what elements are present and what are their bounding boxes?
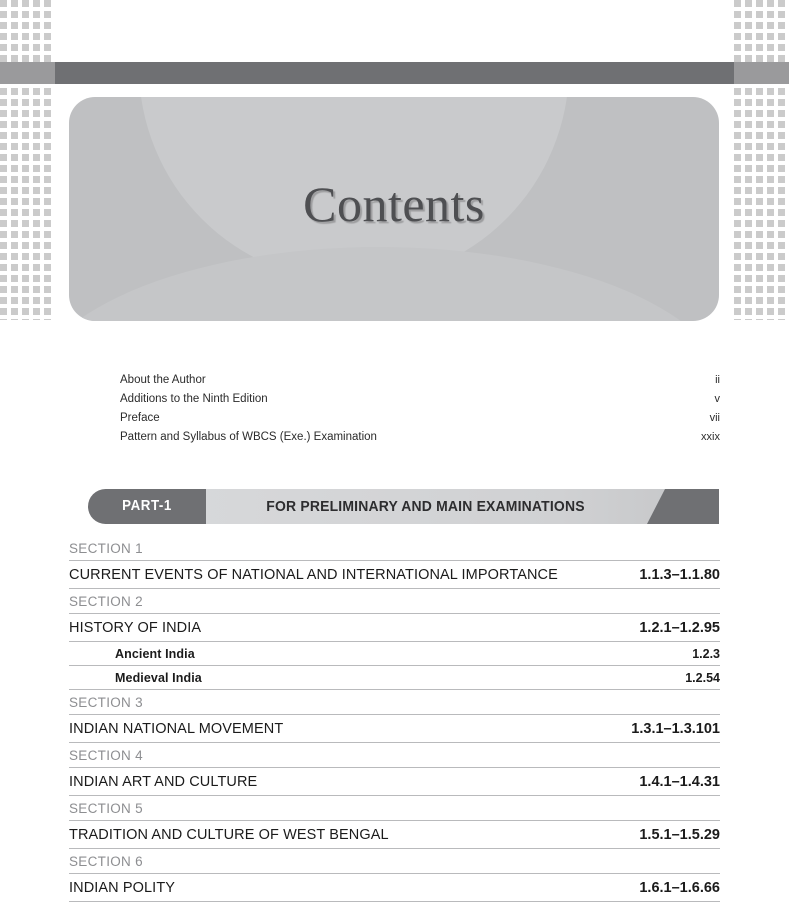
section-heading: SECTION 1: [69, 536, 720, 561]
table-row[interactable]: [69, 715, 720, 743]
decorative-edge-pattern-right: [734, 0, 789, 320]
frontmatter-list: [120, 371, 720, 447]
part-label: PART-1: [122, 498, 172, 514]
list-item[interactable]: [120, 390, 720, 409]
part-banner-pill: [88, 489, 206, 524]
table-row[interactable]: [69, 561, 720, 589]
toc-entry-title: INDIAN POLITY: [69, 880, 176, 896]
part-banner-subtitle: FOR PRELIMINARY AND MAIN EXAMINATIONS: [266, 498, 585, 515]
toc-entry-title: INDIAN ART AND CULTURE: [69, 774, 258, 790]
toc-entry-pages: 1.5.1–1.5.29: [639, 827, 720, 843]
section-heading: SECTION 2: [69, 589, 720, 614]
table-row[interactable]: [69, 614, 720, 642]
toc-entry-pages: 1.2.1–1.2.95: [639, 620, 720, 636]
frontmatter-title: Preface: [120, 412, 160, 424]
toc-entry-title: TRADITION AND CULTURE OF WEST BENGAL: [69, 827, 389, 843]
frontmatter-page: xxix: [701, 431, 720, 443]
table-row[interactable]: [69, 642, 720, 666]
toc-entry-title: HISTORY OF INDIA: [69, 620, 202, 636]
toc-entry-pages: 1.3.1–1.3.101: [631, 721, 720, 737]
frontmatter-page: ii: [715, 374, 720, 386]
section-heading: SECTION 3: [69, 690, 720, 715]
toc-entry-pages: 1.1.3–1.1.80: [639, 567, 720, 583]
part-banner: [88, 489, 719, 524]
section-heading: SECTION 6: [69, 849, 720, 874]
table-row[interactable]: [69, 768, 720, 796]
header-rule-bar: [0, 62, 789, 84]
table-row[interactable]: [69, 666, 720, 690]
banner-decor-arc: [69, 247, 719, 321]
toc-entry-title: CURRENT EVENTS OF NATIONAL AND INTERNATIONAL IMPORTANCE: [69, 567, 558, 583]
page-title: Contents: [303, 176, 485, 232]
toc-entry-pages: 1.4.1–1.4.31: [639, 774, 720, 790]
section-heading: SECTION 5: [69, 796, 720, 821]
page-top-whitespace: [55, 0, 734, 62]
header-rule-bar-cap-left: [0, 62, 55, 84]
frontmatter-title: About the Author: [120, 374, 206, 386]
header-rule-bar-cap-right: [734, 62, 789, 84]
contents-banner: [69, 97, 719, 321]
frontmatter-page: v: [714, 393, 720, 405]
list-item[interactable]: [120, 428, 720, 447]
list-item[interactable]: [120, 409, 720, 428]
toc-subentry-title: Medieval India: [115, 671, 202, 685]
frontmatter-title: Additions to the Ninth Edition: [120, 393, 268, 405]
table-of-contents: [69, 536, 720, 902]
toc-entry-pages: 1.6.1–1.6.66: [639, 880, 720, 896]
list-item[interactable]: [120, 371, 720, 390]
table-row[interactable]: [69, 821, 720, 849]
section-heading: SECTION 4: [69, 743, 720, 768]
toc-entry-title: INDIAN NATIONAL MOVEMENT: [69, 721, 284, 737]
toc-subentry-pages: 1.2.54: [685, 671, 720, 685]
toc-subentry-title: Ancient India: [115, 647, 195, 661]
decorative-edge-pattern-left: [0, 0, 55, 320]
frontmatter-title: Pattern and Syllabus of WBCS (Exe.) Examination: [120, 431, 377, 443]
frontmatter-page: vii: [709, 412, 720, 424]
toc-subentry-pages: 1.2.3: [692, 647, 720, 661]
table-row[interactable]: [69, 874, 720, 902]
